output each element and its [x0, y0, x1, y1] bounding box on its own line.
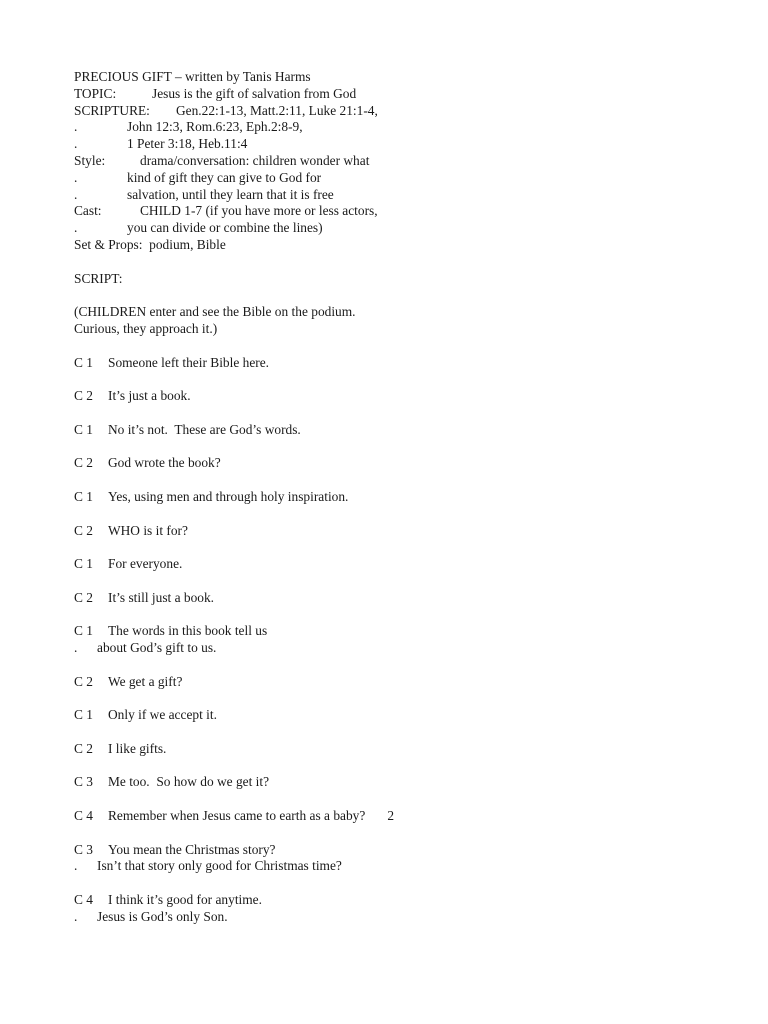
spacer: [74, 439, 734, 456]
dialogue-line: [74, 422, 734, 439]
dialogue-text: We get a gift?: [108, 673, 183, 689]
continuation-mark: .: [74, 136, 78, 152]
continuation-mark: .: [74, 169, 78, 185]
style-value: drama/conversation: children wonder what: [140, 152, 370, 168]
speaker-label: C 1: [74, 354, 93, 370]
continuation-mark: .: [74, 640, 78, 656]
continuation-mark: .: [74, 186, 78, 202]
speaker-label: C 2: [74, 673, 93, 689]
dialogue-entry: [74, 674, 734, 691]
scripture-value: 1 Peter 3:18, Heb.11:4: [127, 136, 248, 152]
cast-continuation: [74, 220, 734, 237]
style-value: kind of gift they can give to God for: [127, 169, 322, 185]
dialogue-text: Only if we accept it.: [108, 707, 217, 723]
dialogue-entry: [74, 842, 734, 876]
dialogue-text: WHO is it for?: [108, 522, 188, 538]
header-block: [74, 69, 734, 254]
dialogue-continuation: [74, 640, 734, 657]
dialogue-entry: [74, 774, 734, 791]
scripture-value: Gen.22:1-13, Matt.2:11, Luke 21:1-4,: [176, 102, 378, 118]
dialogue-entry: [74, 523, 734, 540]
speaker-label: C 1: [74, 556, 93, 572]
dialogue-entry: [74, 355, 734, 372]
spacer: [74, 287, 734, 304]
spacer: [74, 573, 734, 590]
cast-label: Cast:: [74, 203, 102, 219]
dialogue-text: The words in this book tell us: [108, 623, 268, 639]
dialogue-line: [74, 842, 734, 859]
spacer: [74, 825, 734, 842]
spacer: [74, 506, 734, 523]
dialogue-line: [74, 808, 734, 825]
dialogue-line: [74, 455, 734, 472]
scripture-continuation: [74, 136, 734, 153]
spacer: [74, 607, 734, 624]
dialogue-text: For everyone.: [108, 556, 183, 572]
scripture-label: SCRIPTURE:: [74, 102, 150, 118]
continuation-mark: .: [74, 119, 78, 135]
speaker-label: C 2: [74, 522, 93, 538]
continuation-mark: .: [74, 908, 78, 924]
dialogue-line: [74, 707, 734, 724]
dialogue-line: [74, 556, 734, 573]
style-continuation: [74, 170, 734, 187]
dialogue-entry: [74, 590, 734, 607]
spacer: [74, 371, 734, 388]
cast-value: you can divide or combine the lines): [127, 220, 323, 236]
dialogue-text: Yes, using men and through holy inspiration.: [108, 488, 349, 504]
continuation-mark: .: [74, 220, 78, 236]
dialogue-line: [74, 523, 734, 540]
cast-line: [74, 203, 734, 220]
continuation-mark: .: [74, 858, 78, 874]
dialogue-line: [74, 741, 734, 758]
spacer: [74, 690, 734, 707]
document-page: [74, 69, 734, 926]
style-value: salvation, until they learn that it is free: [127, 186, 334, 202]
dialogue-text: Jesus is God’s only Son.: [97, 908, 228, 924]
style-continuation: [74, 187, 734, 204]
dialogue-text: about God’s gift to us.: [97, 640, 217, 656]
dialogue-entry: [74, 741, 734, 758]
speaker-label: C 4: [74, 808, 93, 824]
speaker-label: C 3: [74, 774, 93, 790]
spacer: [74, 472, 734, 489]
speaker-label: C 1: [74, 421, 93, 437]
dialogue-entry: [74, 455, 734, 472]
spacer: [74, 758, 734, 775]
dialogue-text: It’s just a book.: [108, 388, 191, 404]
topic-label: TOPIC:: [74, 85, 117, 101]
dialogue-entry: [74, 489, 734, 506]
spacer: [74, 657, 734, 674]
page-number: 2: [387, 808, 395, 824]
dialogue-text: God wrote the book?: [108, 455, 221, 471]
scripture-line: [74, 103, 734, 120]
topic-value: Jesus is the gift of salvation from God: [152, 85, 357, 101]
scripture-value: John 12:3, Rom.6:23, Eph.2:8-9,: [127, 119, 303, 135]
speaker-label: C 3: [74, 841, 93, 857]
speaker-label: C 1: [74, 623, 93, 639]
topic-line: [74, 86, 734, 103]
dialogue-entry: [74, 422, 734, 439]
dialogue-entry: [74, 623, 734, 657]
dialogue-line: [74, 590, 734, 607]
dialogue-line: [74, 489, 734, 506]
spacer: [74, 724, 734, 741]
title-line: PRECIOUS GIFT – written by Tanis Harms: [74, 69, 311, 84]
dialogue-line: [74, 355, 734, 372]
set-props-line: Set & Props: podium, Bible: [74, 236, 226, 252]
dialogue-text: Someone left their Bible here.: [108, 354, 270, 370]
spacer: [74, 405, 734, 422]
dialogue-entry: [74, 388, 734, 405]
spacer: [74, 791, 734, 808]
dialogue-line: [74, 623, 734, 640]
speaker-label: C 2: [74, 589, 93, 605]
dialogue-text: You mean the Christmas story?: [108, 841, 276, 857]
dialogue-text: No it’s not. These are God’s words.: [108, 421, 301, 437]
speaker-label: C 1: [74, 707, 93, 723]
dialogue-list: [74, 338, 734, 926]
dialogue-entry: [74, 892, 734, 926]
style-label: Style:: [74, 152, 106, 168]
dialogue-text: Isn’t that story only good for Christmas time?: [97, 858, 342, 874]
dialogue-line: [74, 674, 734, 691]
dialogue-line: [74, 388, 734, 405]
spacer: [74, 254, 734, 271]
dialogue-continuation: [74, 858, 734, 875]
scripture-continuation: [74, 119, 734, 136]
dialogue-entry: [74, 556, 734, 573]
dialogue-text: I think it’s good for anytime.: [108, 892, 262, 908]
dialogue-text: It’s still just a book.: [108, 589, 215, 605]
speaker-label: C 2: [74, 455, 93, 471]
dialogue-line: [74, 774, 734, 791]
speaker-label: C 2: [74, 388, 93, 404]
style-line: [74, 153, 734, 170]
speaker-label: C 4: [74, 892, 93, 908]
spacer: [74, 875, 734, 892]
stage-direction-line: (CHILDREN enter and see the Bible on the podium.: [74, 304, 356, 320]
dialogue-text: Me too. So how do we get it?: [108, 774, 270, 790]
cast-value: CHILD 1-7 (if you have more or less actors,: [140, 203, 378, 219]
dialogue-entry: [74, 808, 734, 825]
dialogue-text: I like gifts.: [108, 740, 167, 756]
speaker-label: C 1: [74, 488, 93, 504]
dialogue-entry: [74, 707, 734, 724]
speaker-label: C 2: [74, 740, 93, 756]
dialogue-line: [74, 892, 734, 909]
dialogue-continuation: [74, 909, 734, 926]
dialogue-text: Remember when Jesus came to earth as a baby?: [108, 808, 366, 824]
script-heading: SCRIPT:: [74, 270, 123, 286]
spacer: [74, 338, 734, 355]
stage-direction-line: Curious, they approach it.): [74, 320, 218, 336]
spacer: [74, 539, 734, 556]
